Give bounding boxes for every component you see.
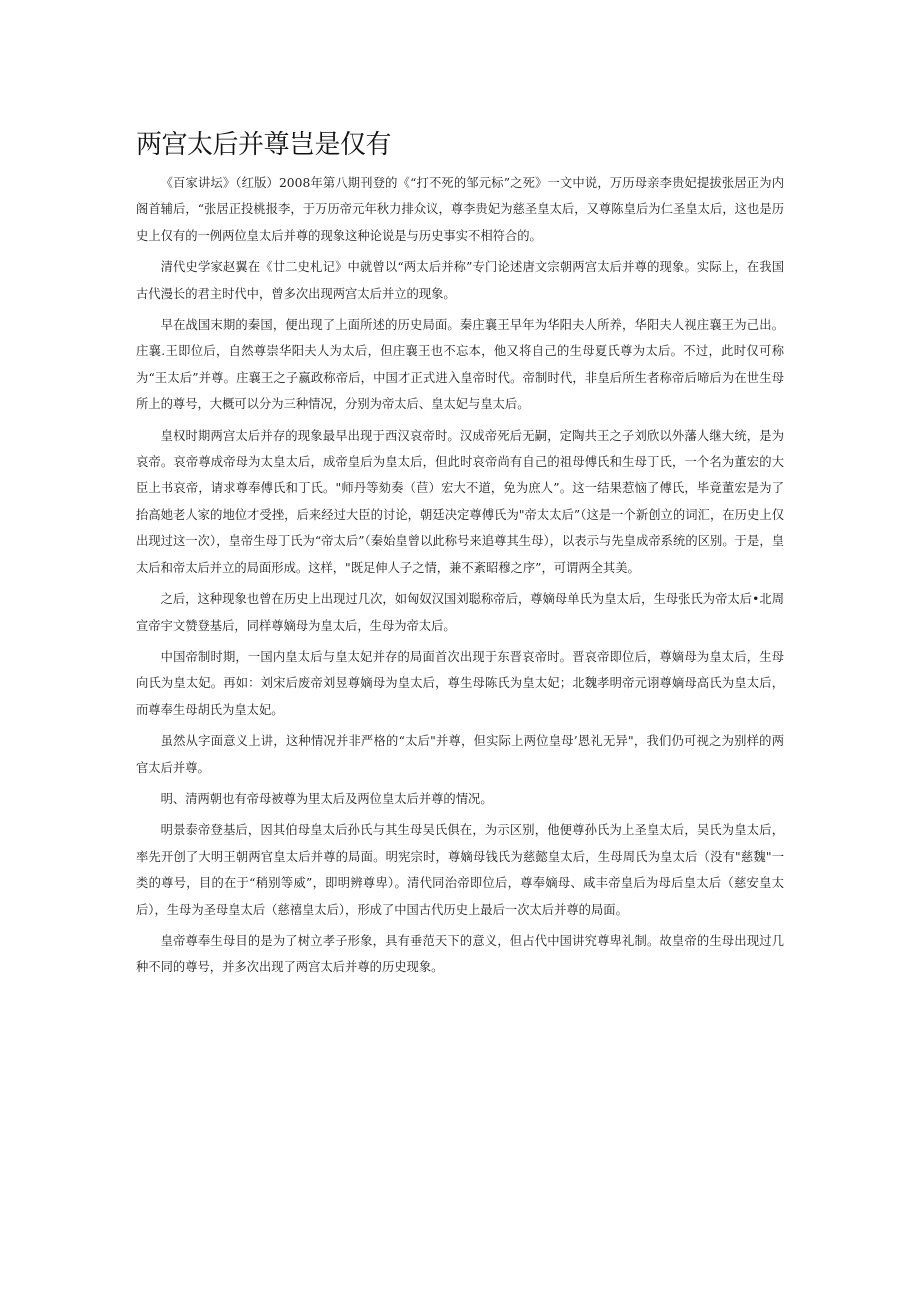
paragraph: 早在战国末期的秦国，便出现了上面所述的历史局面。秦庄襄王早年为华阳夫人所养，华阳夫人视庄襄王为己出。庄襄.王即位后，自然尊崇华阳夫人为太后，但庄襄王也不忘本，他又将自己的生母夏氏尊为太后。不过，此时仅可称为“王太后”并尊。庄襄王之子嬴政称帝后，中国才正式进入皇帝时代。帝制时代，非皇后所生者称帝后啼后为在世生母所上的尊号，大概可以分为三种情况，分别为帝太后、皇太妃与皇太后。 xyxy=(136,318,784,412)
paragraph: 虽然从字面意义上讲，这种情况并非严格的“太后"并尊，但实际上两位皇母’恩礼无异"，我们仍可视之为别样的两官太后并尊。 xyxy=(136,734,784,775)
paragraph: 中国帝制时期，一国内皇太后与皇太妃并存的局面首次出现于东晋哀帝时。晋哀帝即位后，尊嫡母为皇太后，生母向氏为皇太妃。再如：刘宋后废帝刘昱尊嫡母为皇太后，尊生母陈氏为皇太妃；北魏孝明帝元诩尊嫡母高氏为皇太后，而尊奉生母胡氏为皇太妃。 xyxy=(136,649,784,717)
paragraph: 清代史学家赵翼在《廿二史札记》中就曾以“两太后并称”专门论述唐文宗朝两宫太后并尊的现象。实际上，在我国古代漫长的君主时代中，曾多次出现两宫太后并立的现象。 xyxy=(136,260,784,301)
paragraph: 之后，这种现象也曾在历史上出现过几次，如匈奴汉国刘聪称帝后，尊嫡母单氏为皇太后，生母张氏为帝太后•北周宣帝宇文赞登基后，同样尊嫡母为皇太后，生母为帝太后。 xyxy=(136,592,784,633)
paragraph: 明景泰帝登基后，因其伯母皇太后孙氏与其生母吴氏俱在，为示区别，他便尊孙氏为上圣皇太后，吴氏为皇太后，率先开创了大明王朝两官皇太后并尊的局面。明宪宗时，尊嫡母钱氏为慈懿皇太后，生母周氏为皇太后（没有"慈魏"一类的尊号，目的在于“稍别等威”，即明辨尊卑）。清代同治帝即位后，尊奉嫡母、咸丰帝皇后为母后皇太后（慈安皇太后），生母为圣母皇太后（慈禧皇太后），形成了中国古代历史上最后一次太后并尊的局面。 xyxy=(136,823,784,917)
paragraph: 皇权时期两宫太后并存的现象最早出现于西汉哀帝时。汉成帝死后无嗣，定陶共王之子刘欣以外藩人继大统，是为哀帝。哀帝尊成帝母为太皇太后，成帝皇后为皇太后，但此时哀帝尚有自己的祖母傅氏和生母丁氏，一个名为董宏的大臣上书哀帝，请求尊奉傅氏和丁氏。"师丹等劾奏（苣）宏大不道，免为庶人”。这一结果惹恼了傅氏，毕竟董宏是为了抬高她老人家的地位才受挫，后来经过大臣的讨论，朝廷决定尊傅氏为"帝太太后”（这是一个新创立的词汇，在历史上仅出现过这一次），皇帝生母丁氏为“帝太后”（秦始皇曾以此称号来追尊其生母），以表示与先皇成帝系统的区别。于是，皇太后和帝太后并立的局面形成。这样，"既足伸人子之情，兼不紊昭穆之序”，可谓两全其美。 xyxy=(136,428,784,575)
article-title: 两宫太后并尊岂是仅有 xyxy=(136,130,392,160)
paragraph: 《百家讲坛》（红版）2008年第八期刊登的《“打不死的邹元标”之死》一文中说，万历母亲李贵妃提拔张居正为内阁首辅后，“张居正投桃报李，于万历帝元年秋力排众议，尊李贵妃为慈圣皇太后，又尊陈皇后为仁圣皇太后，这也是历史上仅有的一例两位皇太后并尊的现象这种论说是与历史事实不相符合的。 xyxy=(136,176,784,243)
paragraph: 皇帝尊奉生母目的是为了树立孝子形象，具有垂范天下的意义，但占代中国讲究尊卑礼制。故皇帝的生母出现过几种不同的尊号，并多次出现了两宫太后并尊的历史现象。 xyxy=(136,933,784,975)
article-body xyxy=(136,170,784,986)
paragraph: 明、清两朝也有帝母被尊为里太后及两位皇太后并尊的情况。 xyxy=(160,791,493,806)
